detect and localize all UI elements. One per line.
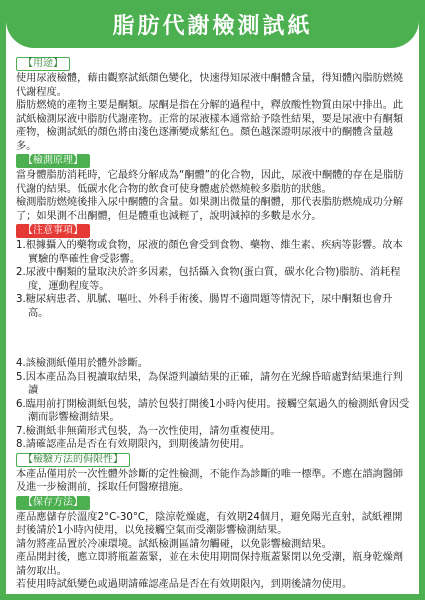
section-notes <box>16 223 411 452</box>
section-label-usage: 【用途】 <box>16 57 70 71</box>
paragraph: 使用尿液檢體，藉由觀察試紙顏色變化，快速得知尿液中酮體含量，得知體內脂肪燃燒代謝程度。 <box>16 73 404 98</box>
paragraph: 當身體脂肪消耗時，它最終分解成為“酮體”的化合物，因此，尿液中酮體的存在是脂肪代謝的結果。低碳水化合物的飲食可使身體處於燃燒較多脂肪的狀態。 <box>16 170 404 195</box>
paragraph: 請勿將產品置於冷凍環境。試紙檢測區請勿觸碰，以免影響檢測結果。 <box>16 538 332 550</box>
note-item: 5.因本產品為目視讀取結果，為保證判讀結果的正確，請勿在光線昏暗處對結果進行判讀 <box>16 371 403 396</box>
paragraph: 檢測脂肪燃燒後排入尿中酮體的含量。如果測出微量的酮體，那代表脂肪燃燒成功分解了；如果測不出酮體，但是體重也減輕了，說明減掉的多數是水分。 <box>16 197 404 222</box>
paragraph: 產品開封後，應立即將瓶蓋蓋緊，並在未使用期間保持瓶蓋緊閉以免受潮，瓶身乾燥劑請勿取出。 <box>16 552 404 577</box>
page-title: 脂肪代謝檢測試紙 <box>6 0 419 48</box>
right-border <box>419 0 425 600</box>
paragraph: 產品應儲存於溫度2°C-30°C，陰涼乾燥處，有效期24個月，避免陽光直射，試紙裡開封後請於1小時內使用，以免接觸空氣而受潮影響檢測結果。 <box>16 511 403 536</box>
section-limits <box>16 452 411 495</box>
note-item: 7.檢測紙非無菌形式包裝，為一次性使用，請勿重複使用。 <box>16 425 281 437</box>
note-item: 6.臨用前打開檢測紙包裝，請於包裝打開後1小時內使用。接觸空氣過久的檢測紙會因受潮而影響檢測結果。 <box>16 398 410 423</box>
section-principle <box>16 153 411 223</box>
note-item: 2.尿液中酮類的量取決於許多因素，包括攝入食物(蛋白質，碳水化合物)脂肪、消耗程度，運動程度等。 <box>16 267 401 292</box>
content <box>16 56 411 592</box>
note-item: 1.根據攝入的藥物或食物，尿液的顏色會受到食物、藥物、維生素、疾病等影響。故本實驗的準確性會受影響。 <box>16 240 403 265</box>
paragraph: 脂肪燃燒的產物主要是酮類。尿酮是指在分解的過程中，釋放酸性物質由尿中排出。此試紙檢測尿液中脂肪代謝產物。正常的尿液樣本通常給予陰性結果，要是尿液中有酮類產物，檢測試紙的顏色將由淺色逐漸變成紫紅色。顏色越深證明尿液中的酮體含量越多。 <box>16 100 404 152</box>
note-item: 8.請確認產品是否在有效期限內，到期後請勿使用。 <box>16 439 250 450</box>
section-gap <box>16 320 411 357</box>
section-label-limits: 【檢驗方法的侷限性】 <box>16 453 130 467</box>
note-item: 4.該檢測紙僅用於體外診斷。 <box>16 358 148 369</box>
left-border <box>0 0 6 600</box>
section-label-principle: 【檢測原理】 <box>16 154 90 168</box>
section-usage <box>16 56 411 153</box>
bottom-border <box>6 594 419 600</box>
paragraph: 本產品僅用於一次性體外診斷的定性檢測，不能作為診斷的唯一標準。不應在諮詢醫師及進一步檢測前，採取任何醫療措施。 <box>16 468 404 493</box>
note-item: 3.糖尿病患者、肌膩、嘔吐、外科手術後、腸胃不適問題等情況下，尿中酮類也會升高。 <box>16 294 393 319</box>
section-label-storage: 【保存方法】 <box>16 496 90 510</box>
section-storage <box>16 495 411 592</box>
paragraph: 若使用時試紙變色或過期請確認產品是否在有效期限內，到期後請勿使用。 <box>16 579 353 590</box>
section-label-notes: 【注意事項】 <box>16 224 90 238</box>
